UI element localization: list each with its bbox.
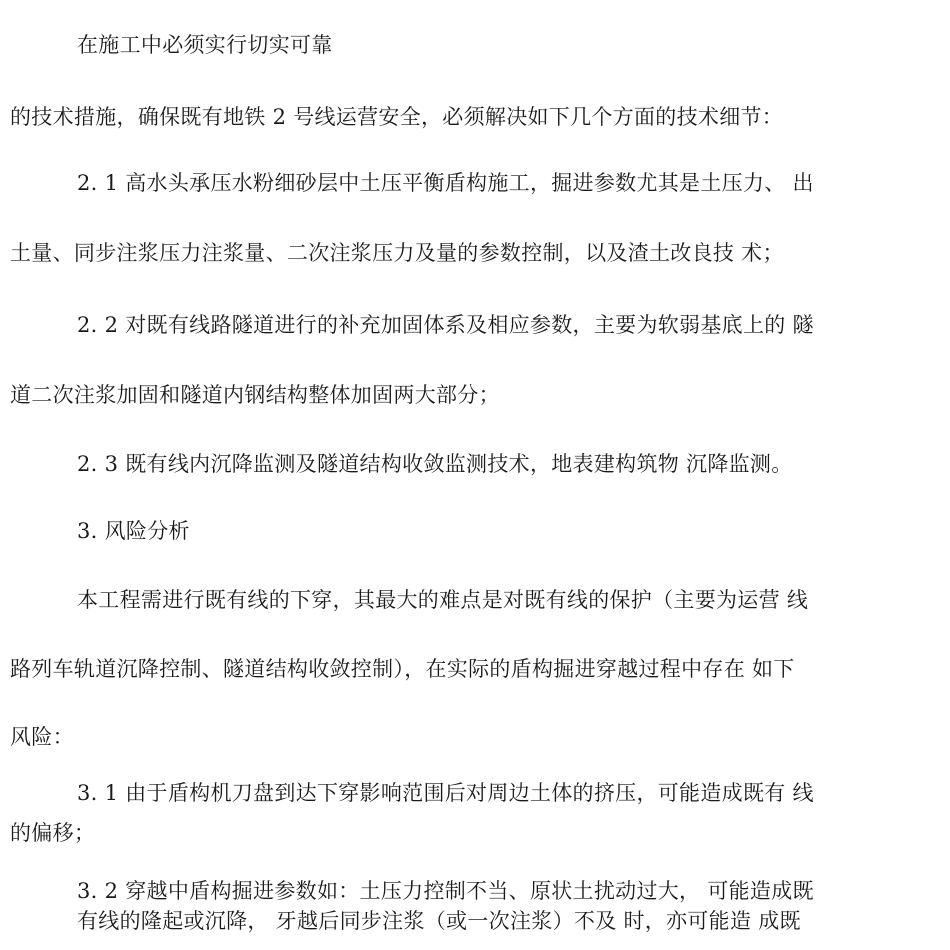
paragraph-line-2: 的技术措施，确保既有地铁 2 号线运营安全，必须解决如下几个方面的技术细节： xyxy=(10,105,784,129)
section-3-2-line-1: 3. 2 穿越中盾构掘进参数如：土压力控制不当、原状土扰动过大， 可能造成既 xyxy=(77,879,814,903)
paragraph-line-1: 在施工中必须实行切实可靠 xyxy=(77,33,333,57)
section-3-1-line-1: 3. 1 由于盾构机刀盘到达下穿影响范围后对周边土体的挤压，可能造成既有 线 xyxy=(77,781,814,805)
section-2-2-line-2: 道二次注浆加固和隧道内钢结构整体加固两大部分； xyxy=(10,383,500,407)
risk-paragraph-line-3: 风险： xyxy=(10,725,74,749)
section-2-1-line-2: 土量、同步注浆压力注浆量、二次注浆压力及量的参数控制，以及渣土改良技 术； xyxy=(10,241,784,265)
section-3-2-line-2: 有线的隆起或沉降， 牙越后同步注浆（或一次注浆）不及 时，亦可能造 成既 xyxy=(77,909,801,933)
section-2-2-line-1: 2. 2 对既有线路隧道进行的补充加固体系及相应参数，主要为软弱基底上的 隧 xyxy=(77,313,814,337)
section-2-1-line-1: 2. 1 高水头承压水粉细砂层中土压平衡盾构施工，掘进参数尤其是土压力、 出 xyxy=(77,171,814,195)
risk-paragraph-line-1: 本工程需进行既有线的下穿，其最大的难点是对既有线的保护（主要为运营 线 xyxy=(77,588,809,612)
section-2-3-line: 2. 3 既有线内沉降监测及隧道结构收敛监测技术，地表建构筑物 沉降监测。 xyxy=(77,452,793,476)
section-3-1-line-2: 的偏移； xyxy=(10,821,96,845)
risk-paragraph-line-2: 路列车轨道沉降控制、隧道结构收敛控制），在实际的盾构掘进穿越过程中存在 如下 xyxy=(10,657,795,681)
section-3-heading: 3. 风险分析 xyxy=(77,519,190,543)
